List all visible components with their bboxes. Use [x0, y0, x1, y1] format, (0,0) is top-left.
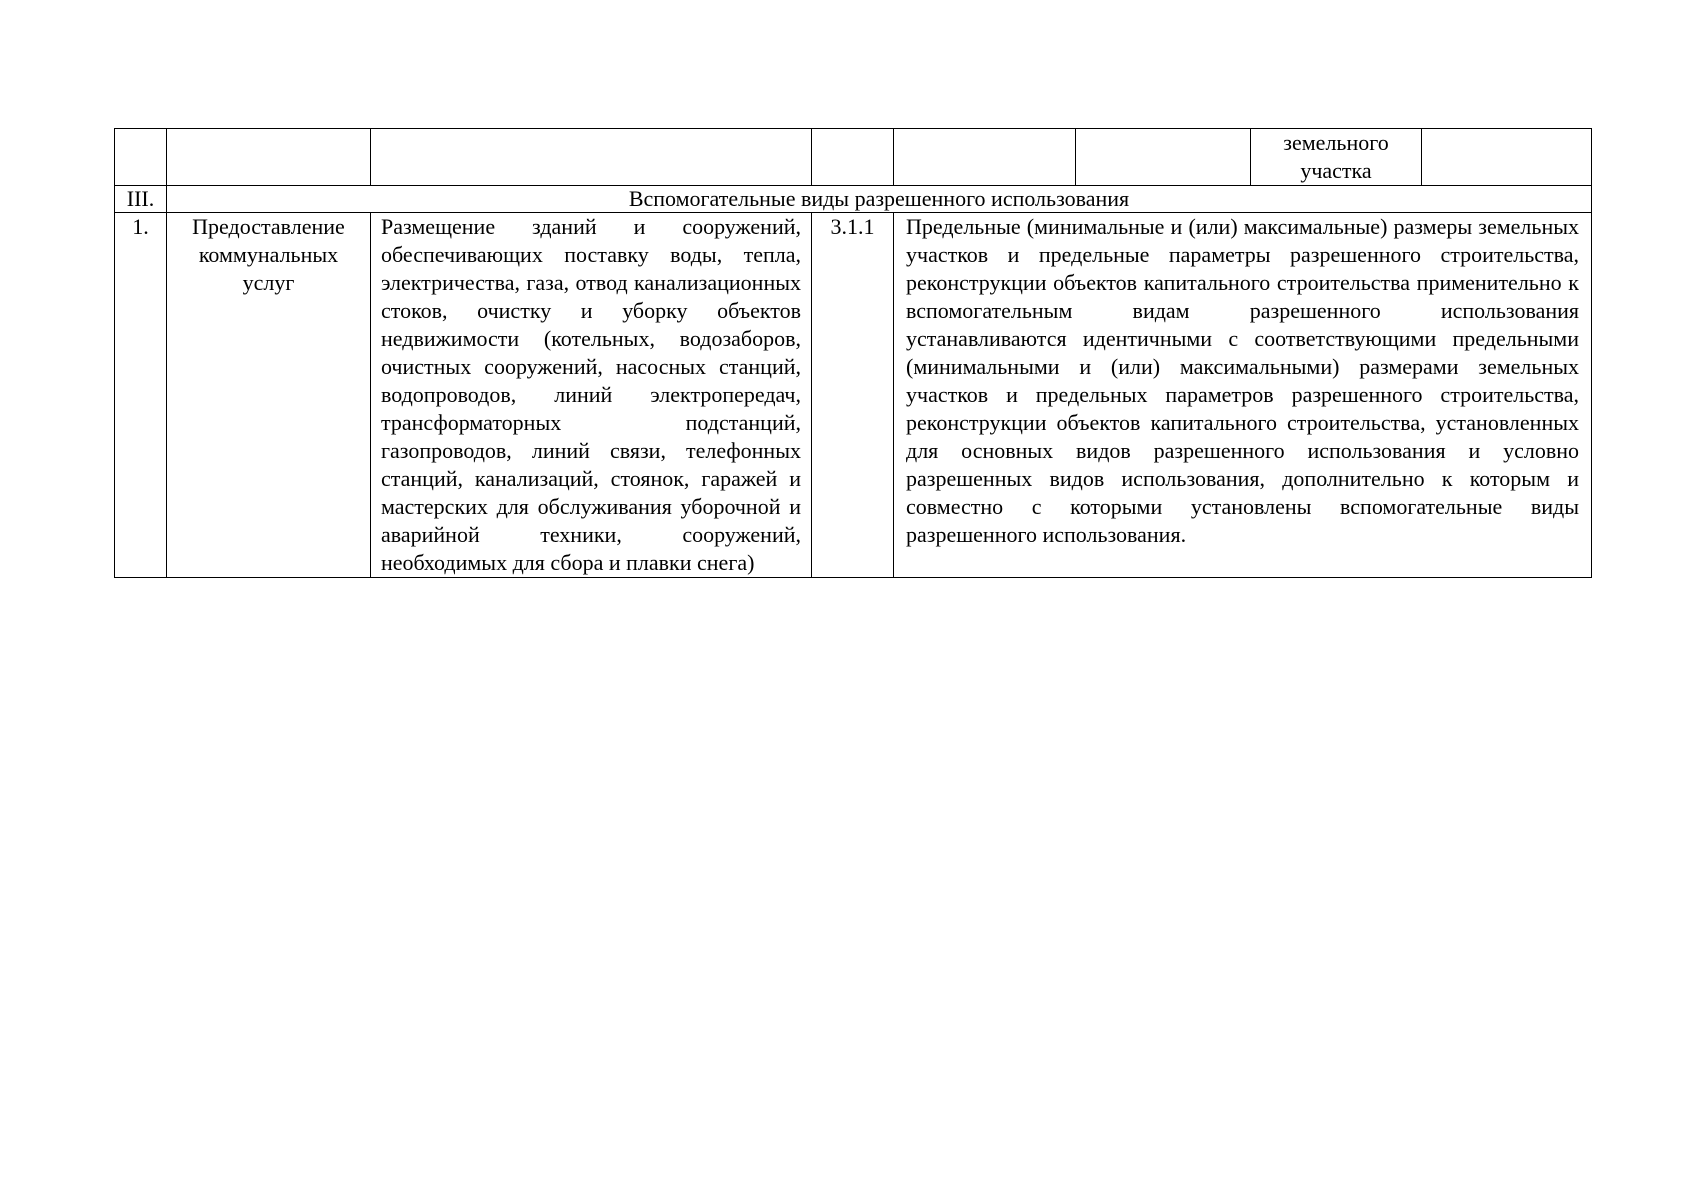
- row-number: 1.: [115, 213, 167, 578]
- continuation-row: [115, 129, 1592, 186]
- empty-cell: [894, 129, 1076, 186]
- empty-cell: [1076, 129, 1251, 186]
- use-type-name: Предоставление коммунальных услуг: [167, 213, 371, 578]
- use-type-description: Размещение зданий и сооружений, обеспечивающих поставку воды, тепла, электричества, газа, отвод канализационных стоков, очистку и уборку объектов недвижимости (котельных, водозаборов, очистных сооружений, насосных станций, водопроводов, линий электропередач, трансформаторных подстанций, газопроводов, линий связи, телефонных станций, канализаций, стоянок, гаражей и мастерских для обслуживания уборочной и аварийной техники, сооружений, необходимых для сбора и плавки снега): [371, 213, 812, 578]
- table-row: [115, 213, 1592, 578]
- empty-cell: [1422, 129, 1592, 186]
- section-number: III.: [115, 186, 167, 213]
- section-title: Вспомогательные виды разрешенного использования: [167, 186, 1592, 213]
- empty-cell: [371, 129, 812, 186]
- land-use-table: [114, 128, 1592, 578]
- land-plot-cell: земельного участка: [1251, 129, 1422, 186]
- section-header-row: [115, 186, 1592, 213]
- empty-cell: [167, 129, 371, 186]
- empty-cell: [812, 129, 894, 186]
- use-type-code: 3.1.1: [812, 213, 894, 578]
- empty-cell: [115, 129, 167, 186]
- limit-parameters: Предельные (минимальные и (или) максимальные) размеры земельных участков и предельные параметры разрешенного строительства, реконструкции объектов капитального строительства применительно к вспомогательным видам разрешенного использования устанавливаются идентичными с соответствующими предельными (минимальными и (или) максимальными) размерами земельных участков и предельных параметров разрешенного строительства, реконструкции объектов капитального строительства, установленных для основных видов разрешенного использования и условно разрешенных видов использования, дополнительно к которым и совместно с которыми установлены вспомогательные виды разрешенного использования.: [894, 213, 1592, 578]
